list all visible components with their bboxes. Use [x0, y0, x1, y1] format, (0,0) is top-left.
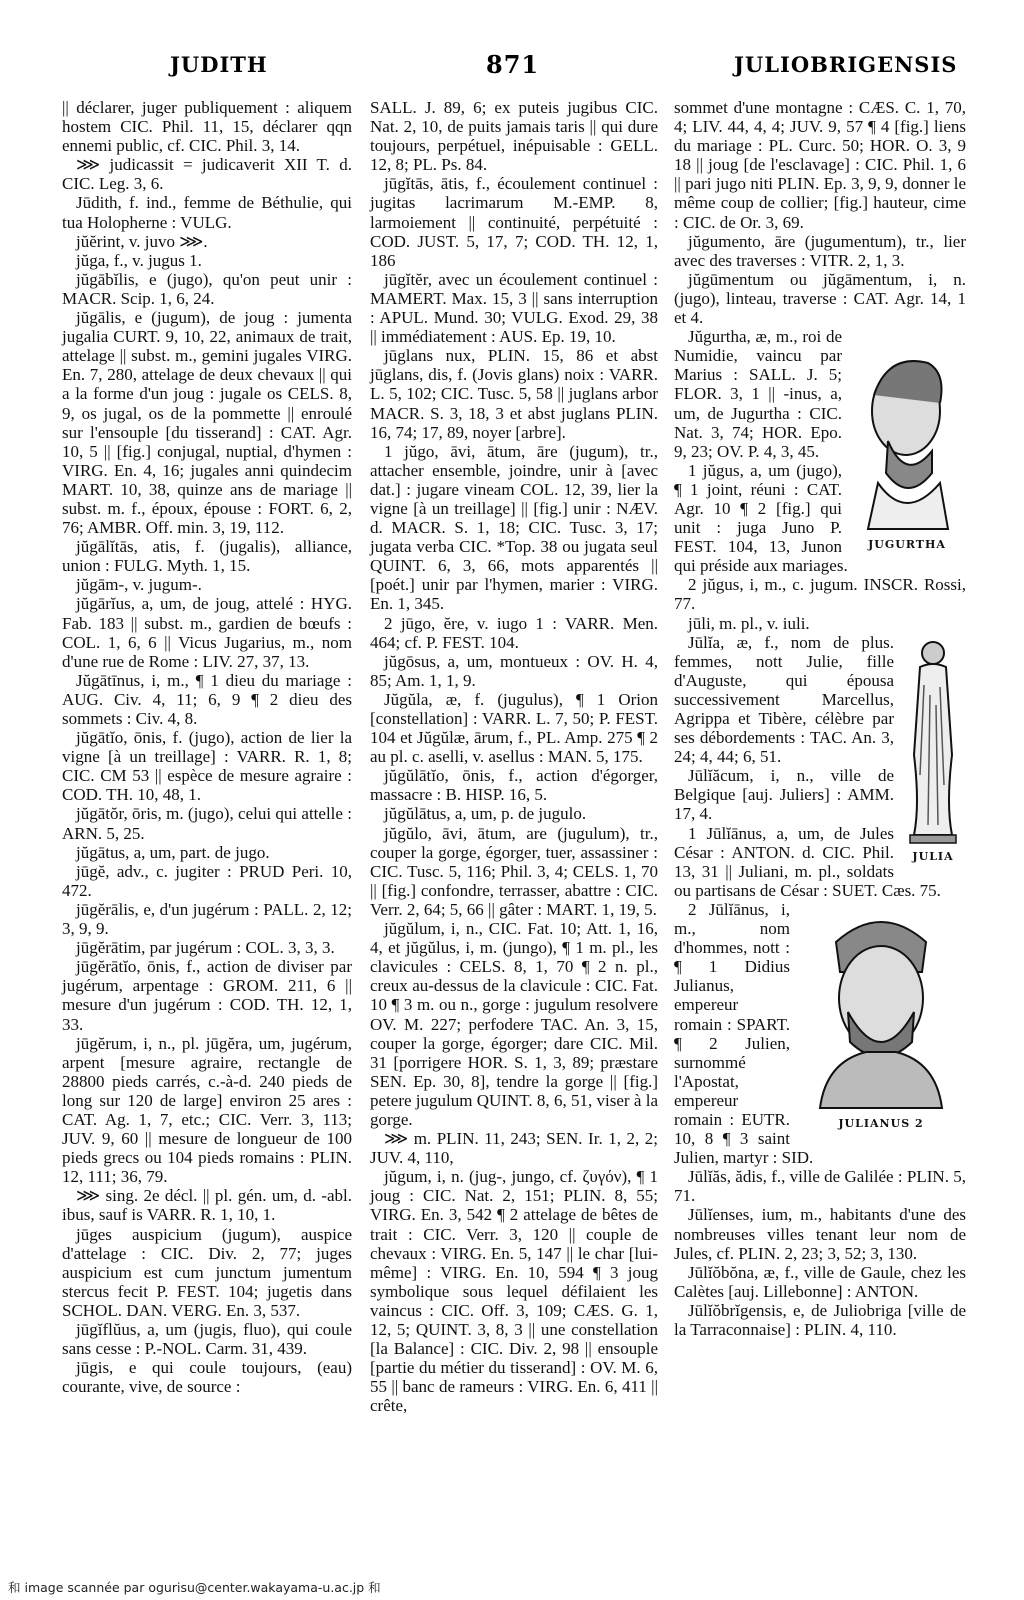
dictionary-entry: Jūlĭăcum, i, n., ville de Belgique [auj. Juliers] : AMM. 17, 4. — [674, 766, 894, 824]
figure-julianus — [796, 902, 966, 1133]
dictionary-entry: ⋙ m. PLIN. 11, 243; SEN. Ir. 1, 2, 2; JUV. 4, 110, — [370, 1129, 658, 1168]
dictionary-entry: Jŭgurtha, æ, m., roi de Numidie, vaincu par Marius : SALL. J. 5; FLOR. 3, 1 || -inus, a, um, de Jugurtha : CIC. Nat. 3, 74; HOR. Epo. 9, 23; OV. P. 4, 3, 45. — [674, 327, 842, 461]
dictionary-entry: sommet d'une montagne : CÆS. C. 1, 70, 4; LIV. 44, 4, 4; JUV. 9, 57 ¶ 4 [fig.] liens du mariage : PL. Curc. 50; HOR. O. 3, 9 18 || joug [de l'esclavage] : CIC. Phil. 1, 6 || pari jugo niti PLIN. Ep. 3, 9, 9, donner le même coup de collier; [fig.] hauteur, cime : CIC. de Or. 3, 69. — [674, 98, 966, 232]
dictionary-entry: jŭgōsus, a, um, montueux : OV. H. 4, 85; Am. 1, 1, 9. — [370, 651, 658, 690]
julianus-bust-icon — [796, 902, 966, 1112]
dictionary-entry: jūgĕ, adv., c. jugiter : PRUD Peri. 10, 472. — [62, 861, 352, 900]
dictionary-entry: jŭga, f., v. jugus 1. — [76, 250, 202, 270]
dictionary-entry: || déclarer, juger publiquement : aliquem hostem CIC. Phil. 11, 15, déclarer qqn ennemi public, cf. CIC. Phil. 3, 14. — [62, 98, 352, 156]
dictionary-entry: Jūlĭăs, ădis, f., ville de Galilée : PLIN. 5, 71. — [674, 1167, 966, 1206]
header-left-word: JUDITH — [170, 52, 268, 77]
dictionary-entry: jūgĭtās, ātis, f., écoulement continuel : jugitas lacrimarum M.-EMP. 8, larmoiement || continuité, perpétuité : COD. JUST. 5, 17, 7; COD. TH. 12, 1, 186 — [370, 174, 658, 270]
dictionary-entry: jŭgumento, āre (jugumentum), tr., lier avec des traverses : VITR. 2, 1, 3. — [674, 231, 966, 270]
dictionary-entry: jūgĕrum, i, n., pl. jūgĕra, um, jugérum, arpent [mesure agraire, rectangle de 28800 pieds carrés, c.-à-d. 240 pieds de long sur 120 de large] environ 25 ares : CAT. Ag. 1, 7, etc.; CIC. Verr. 3, 113; JUV. 9, 60 || mesure de longueur de 100 pieds grecs ou 104 pieds romains : PLIN. 12, 111; 36, 79. — [62, 1033, 352, 1187]
figure-caption-julia: JULIA — [912, 849, 954, 863]
dictionary-entry: jŭgūmentum ou jŭgāmentum, i, n. (jugo), linteau, traverse : CAT. Agr. 14, 1 et 4. — [674, 269, 966, 328]
dictionary-entry: Jūlĭŏbŏna, æ, f., ville de Gaule, chez les Calètes [auj. Lillebonne] : ANTON. — [674, 1262, 966, 1301]
dictionary-entry: jūli, m. pl., v. iuli. — [688, 613, 810, 633]
dictionary-entry: jūglans nux, PLIN. 15, 86 et abst jūglans, dis, f. (Jovis glans) noix : VARR. L. 5, 102; CIC. Tusc. 5, 58 || juglans arbor MACR. S. 3, 18, 3 et abst juglans PLIN. 16, 74; 17, 89, noyer [arbre]. — [370, 346, 658, 442]
column-3 — [674, 98, 966, 1339]
dictionary-entry: jŭgābĭlis, e (jugo), qu'on peut unir : MACR. Scip. 1, 6, 24. — [62, 269, 352, 308]
dictionary-entry: 1 jŭgo, āvi, ātum, āre (jugum), tr., attacher ensemble, joindre, unir à [avec dat.] : jugare vineam COL. 12, 39, lier la vigne [à un treillage] || [fig.] unir : NÆV. d. MACR. S. 1, 18; CIC. Tusc. 3, 17; jugata verba CIC. *Top. 38 ou jugata seul QUINT. 6, 3, 66, mots apparentés || [poét.] unir par l'hymen, marier : VIRG. En. 1, 345. — [370, 441, 658, 614]
dictionary-entry: jŭgŭlātus, a, um, p. de jugulo. — [384, 804, 587, 824]
dictionary-entry: jŭgārĭus, a, um, de joug, attelé : HYG. Fab. 183 || subst. m., gardien de bœufs : COL. 1, 6, 6 || Vicus Jugarius, m., nom d'une rue de Rome : LIV. 27, 37, 13. — [62, 594, 352, 671]
dictionary-entry: 1 Jūlĭānus, a, um, de Jules César : ANTON. d. CIC. Phil. 13, 31 || Juliani, m. pl., soldats ou partisans de César : SUET. Cæs. 75. — [674, 823, 941, 900]
dictionary-entry: jūgĭtĕr, avec un écoulement continuel : MAMERT. Max. 15, 3 || sans interruption : APUL. Mund. 30; VULG. Exod. 29, 38 || immédiatement : AUS. Ep. 19, 10. — [370, 269, 658, 347]
julia-statue-icon — [900, 635, 966, 845]
dictionary-entry: jŭgŭlo, āvi, ātum, are (jugulum), tr., couper la gorge, égorger, tuer, assassiner : CIC. Tusc. 5, 116; Phil. 3, 4; CELS. 1, 70 || [fig.] confondre, terrasser, abattre : CIC. Verr. 2, 64; 5, 66 || gâter : MART. 1, 19, 5. — [370, 823, 658, 919]
dictionary-entry: Jŭgātīnus, i, m., ¶ 1 dieu du mariage : AUG. Civ. 4, 11; 6, 9 ¶ 2 dieu des sommets : Civ. 4, 8. — [62, 670, 352, 728]
dictionary-entry: jūgĕrātĭo, ōnis, f., action de diviser par jugérum, arpentage : GROM. 211, 6 || mesure d'un jugérum : COD. TH. 12, 1, 33. — [62, 957, 352, 1034]
dictionary-entry: Jŭgŭla, æ, f. (jugulus), ¶ 1 Orion [constellation] : VARR. L. 7, 50; P. FEST. 104 et Jŭgŭlæ, ārum, f., PL. Amp. 275 ¶ 2 au pl. c. aselli, v. asellus : MAN. 5, 175. — [370, 689, 658, 767]
dictionary-entry: SALL. J. 89, 6; ex puteis jugibus CIC. Nat. 2, 10, de puits jamais taris || qui dure toujours, perpétuel, inépuisable : GELL. 12, 8; PL. Ps. 84. — [370, 98, 658, 175]
figure-jugurtha — [848, 333, 966, 554]
dictionary-entry: jŭgātŏr, ōris, m. (jugo), celui qui attelle : ARN. 5, 25. — [62, 804, 352, 843]
dictionary-entry: Jūlĭenses, ium, m., habitants d'une des nombreuses villes tenant leur nom de Jules, cf. PLIN. 2, 23; 3, 52; 3, 130. — [674, 1205, 966, 1263]
dictionary-entry: jūgĭflŭus, a, um (jugis, fluo), qui coule sans cesse : P.-NOL. Carm. 31, 439. — [62, 1320, 352, 1359]
dictionary-entry: ⋙ judicassit = judicaverit XII T. d. CIC. Leg. 3, 6. — [62, 155, 352, 194]
figure-caption-julianus: JULIANUS 2 — [838, 1116, 924, 1130]
header-right-word: JULIOBRIGENSIS — [734, 52, 958, 77]
dictionary-entry: jŭgātus, a, um, part. de jugo. — [76, 842, 270, 862]
column-2 — [370, 98, 658, 1415]
scan-credit-footer: 和 image scannée par ogurisu@center.wakayama-u.ac.jp 和 — [8, 1580, 381, 1595]
dictionary-entry: jūges auspicium (jugum), auspice d'attelage : CIC. Div. 2, 77; juges auspicium est cum junctum jumentum stercus fecit P. FEST. 104; jugetis dans SCHOL. DAN. VERG. En. 3, 537. — [62, 1224, 352, 1320]
dictionary-entry: Jūlĭŏbrĭgensis, e, de Juliobriga [ville de la Tarraconnaise] : PLIN. 4, 110. — [674, 1300, 966, 1339]
dictionary-entry: jŭgŭlum, i, n., CIC. Fat. 10; Att. 1, 16, 4, et jŭgŭlus, i, m. (jungo), ¶ 1 m. pl., les clavicules : CELS. 8, 1, 70 ¶ 2 n. pl., creux au-dessus de la clavicule : CIC. Fat. 10 ¶ 3 m. ou n., gorge : jugulum resolvere OV. M. 227; perfodere TAC. An. 3, 15, couper la gorge, égorger; dare CIC. Mil. 31 [porrigere HOR. S. 1, 3, 89; præstare SEN. Ep. 30, 8], tendre la gorge || [fig.] petere jugulum QUINT. 8, 6, 51, viser à la gorge. — [370, 919, 658, 1129]
dictionary-entry: ⋙ sing. 2e décl. || pl. gén. um, d. -abl. ibus, sauf is VARR. R. 1, 10, 1. — [62, 1186, 352, 1225]
column-1 — [62, 98, 352, 1396]
dictionary-entry: jŭgām-, v. jugum-. — [76, 575, 202, 595]
dictionary-entry: Jūlĭa, æ, f., nom de plus. femmes, nott Julie, fille d'Auguste, qui épousa successivement Marcellus, Agrippa et Tibère, célèbre par ses débordements : TAC. An. 3, 24; 4, 44; 6, 51. — [674, 632, 894, 767]
dictionary-entry: jūgis, e qui coule toujours, (eau) courante, vive, de source : — [62, 1358, 352, 1397]
dictionary-entry: jŭgŭlātĭo, ōnis, f., action d'égorger, massacre : B. HISP. 16, 5. — [370, 766, 658, 805]
jugurtha-portrait-icon — [848, 333, 966, 533]
dictionary-entry: 2 Jūlĭānus, i, m., nom d'hommes, nott : ¶ 1 Didius Julianus, empereur romain : SPART. ¶ 2 Julien, surnommé l'Apostat, empereur romain : EUTR. 10, 8 ¶ 3 saint Julien, martyr : SID. — [674, 899, 814, 1168]
dictionary-entry: jŭgālĭtās, atis, f. (jugalis), alliance, union : FULG. Myth. 1, 15. — [62, 537, 352, 576]
dictionary-entry: jūgĕrātim, par jugérum : COL. 3, 3, 3. — [76, 938, 335, 958]
figure-caption-jugurtha: JUGURTHA — [868, 538, 946, 552]
dictionary-entry: jŭĕrint, v. juvo ⋙. — [76, 231, 208, 251]
dictionary-entry: 2 jūgo, ĕre, v. iugo 1 : VARR. Men. 464; cf. P. FEST. 104. — [370, 613, 658, 652]
dictionary-entry: jūgĕrālis, e, d'un jugérum : PALL. 2, 12; 3, 9, 9. — [62, 899, 352, 939]
dictionary-entry: 2 jŭgus, i, m., c. jugum. INSCR. Rossi, 77. — [674, 575, 966, 614]
figure-julia — [900, 635, 966, 866]
page-number: 871 — [486, 50, 540, 79]
dictionary-entry: jŭgātĭo, ōnis, f. (jugo), action de lier la vigne [à un treillage] : VARR. R. 1, 8; CIC. CM 53 || espèce de mesure agraire : COD. TH. 10, 48, 1. — [62, 728, 352, 805]
page-header — [0, 48, 1024, 88]
dictionary-entry: Jūdith, f. ind., femme de Béthulie, qui tua Holopherne : VULG. — [62, 193, 352, 232]
dictionary-entry: jŭgum, i, n. (jug-, jungo, cf. ζυγόν), ¶ 1 joug : CIC. Nat. 2, 151; PLIN. 8, 55; VIRG. En. 3, 542 ¶ 2 attelage de bêtes de trait : CIC. Verr. 3, 120 || couple de chevaux : VIRG. En. 5, 147 || le char [lui-même] : VIRG. En. 10, 594 ¶ 3 joug symbolique sous lequel défilaient les vaincus : CIC. Off. 3, 109; CÆS. G. 1, 12, 5; QUINT. 3, 8, 3 || une constellation [la Balance] : CIC. Div. 2, 98 || ensouple [partie du métier du tisserand] : OV. M. 6, 55 || banc de rameurs : VIRG. En. 6, 411 || crête, — [370, 1167, 658, 1416]
dictionary-entry: jŭgālis, e (jugum), de joug : jumenta jugalia CURT. 9, 10, 22, animaux de trait, attelage || subst. m., gemini jugales VIRG. En. 7, 280, attelage de deux chevaux || qui a la forme d'un joug : jugale os CELS. 8, 9, os jugal, os de la pommette || enroulé sur l'ensouple [du tisserand] : CAT. Agr. 10, 5 || [fig.] conjugal, nuptial, d'hymen : VIRG. En. 4, 16; jugales anni quindecim MART. 10, 38, quinze ans de mariage || subst. m. f., époux, épouse : FORT. 6, 2, 76; AMBR. Off. min. 3, 19, 112. — [62, 308, 352, 538]
dictionary-entry: 1 jŭgus, a, um (jugo), ¶ 1 joint, réuni : CAT. Agr. 10 ¶ 2 [fig.] qui unit : juga Juno P. FEST. 104, 13, Junon qui préside aux mariages. — [674, 460, 848, 576]
